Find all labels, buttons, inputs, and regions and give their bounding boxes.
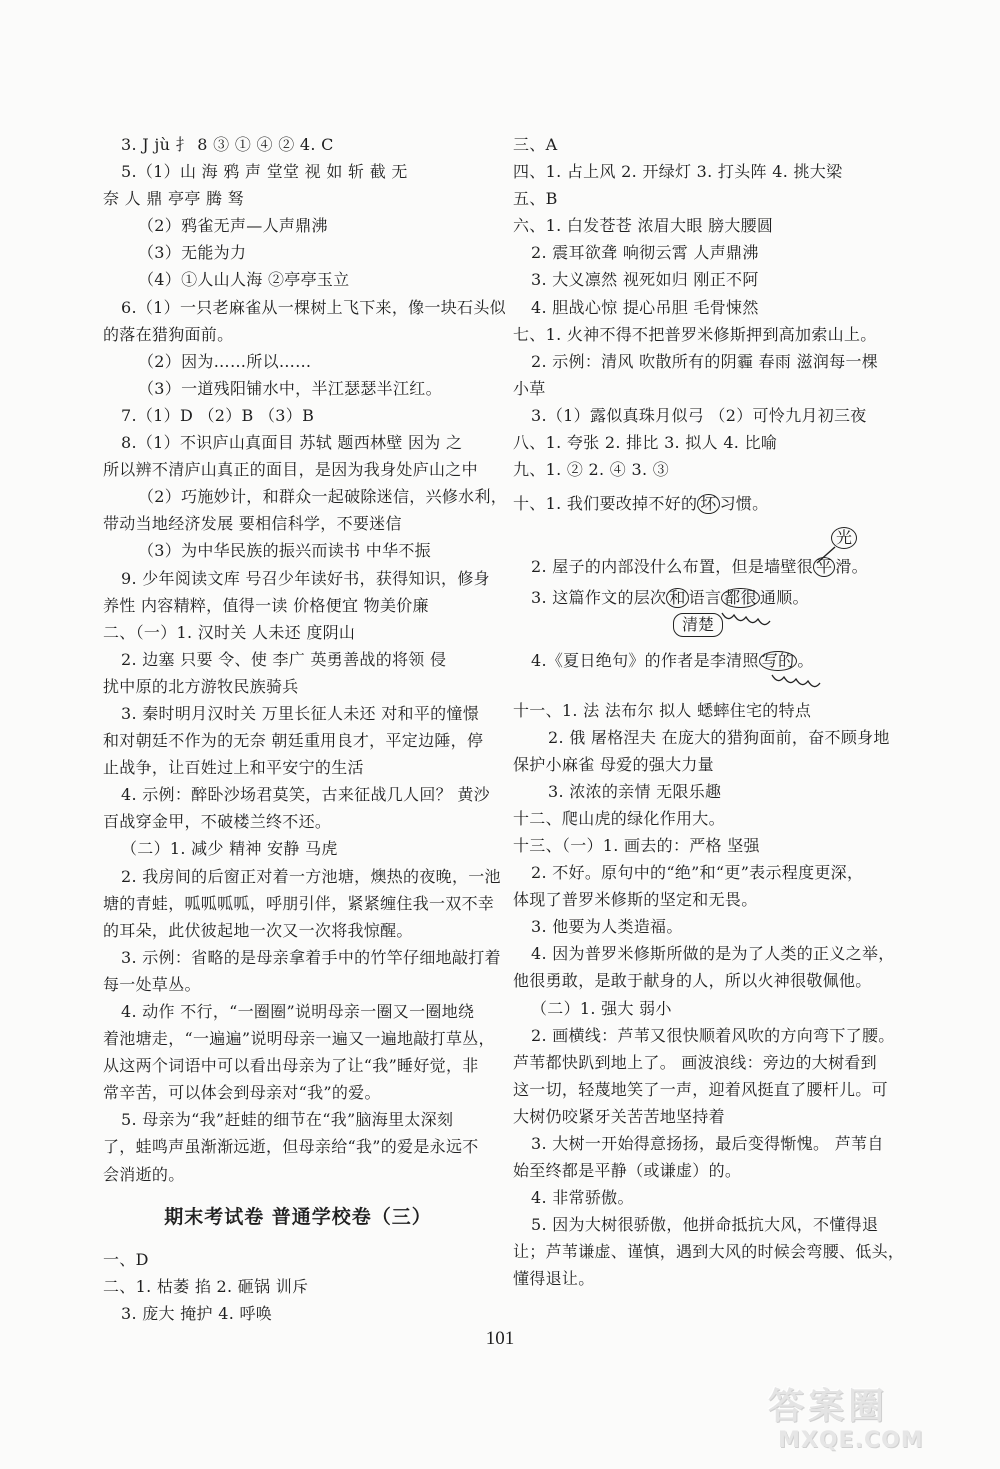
edit-insert-row-2: [513, 525, 913, 553]
edit-circle-he: 和: [666, 588, 688, 608]
answer-line: 从这两个词语中可以看出母亲为了让“我”睡好觉，非: [103, 1056, 479, 1076]
answer-line: 十三、（一）1. 画去的：严格 坚强: [513, 835, 760, 855]
edit-line-3: 3. 这篇作文的层次 和 语言 都很 通顺。: [531, 588, 809, 608]
answer-line: 二、1. 枯萎 掐 2. 砸锅 训斥: [103, 1276, 309, 1296]
answer-line: 二、（一）1. 汉时关 人未还 度阴山: [103, 622, 356, 642]
answer-line: 这一切，轻蔑地笑了一声，迎着风挺直了腰杆儿。可: [513, 1079, 888, 1099]
answer-line: 保护小麻雀 母爱的强大力量: [513, 754, 714, 774]
answer-line: 2. 震耳欲聋 响彻云霄 人声鼎沸: [531, 243, 759, 263]
left-answer-lines: [103, 131, 508, 1188]
answer-line: （二）1. 减少 精神 安静 马虎: [121, 839, 338, 859]
answer-line: 4. 示例：醉卧沙场君莫笑，古来征战几人回？ 黄沙: [121, 785, 490, 805]
answer-line: 七、1. 火神不得不把普罗米修斯押到高加索山上。: [513, 324, 877, 344]
answer-line: 2. 不好。原句中的“绝”和“更”表示程度更深，: [531, 863, 864, 883]
answer-line: 十一、1. 法 法布尔 拟人 蟋蟀住宅的特点: [513, 700, 812, 720]
answer-line: 2. 边塞 只要 令、使 李广 英勇善战的将领 侵: [121, 649, 447, 669]
answer-line: 所以辨不清庐山真正的面目，是因为我身处庐山之中: [103, 460, 478, 480]
answer-line: 带动当地经济发展 要相信科学，不要迷信: [103, 514, 402, 534]
answer-line: 百战穿金甲，不破楼兰终不还。: [103, 812, 332, 832]
answer-line: 4. 非常骄傲。: [531, 1188, 634, 1208]
edit-insert-guang: 光: [831, 527, 857, 549]
edit-circle-xiede: 写的: [759, 651, 798, 671]
section-title: 期末考试卷 普通学校卷（三）: [164, 1205, 432, 1228]
edit-circle-huai: 坏: [697, 494, 719, 514]
answer-line: 让；芦苇谦虚、谨慎，遇到大风的时候会弯腰、低头，: [513, 1242, 905, 1262]
answer-line: 八、1. 夸张 2. 排比 3. 拟人 4. 比喻: [513, 433, 778, 453]
answer-line: 5. 因为大树很骄傲，他拼命抵抗大风，不懂得退: [531, 1215, 879, 1235]
answer-line: 扰中原的北方游牧民族骑兵: [103, 676, 299, 696]
answer-line: 3. 浓浓的亲情 无限乐趣: [548, 781, 722, 801]
answer-line: 始至终都是平静（或谦虚）的。: [513, 1161, 742, 1181]
answer-line: 3. 秦时明月汉时关 万里长征人未还 对和平的憧憬: [121, 703, 480, 723]
answer-line: 养性 内容精粹，值得一读 价格便宜 物美价廉: [103, 595, 429, 615]
page-number: 101: [485, 1328, 515, 1349]
answer-line: 止战争，让百姓过上和平安宁的生活: [103, 758, 364, 778]
edit-delete-row-4: [513, 675, 913, 697]
watermark-logo: 答案圈: [768, 1386, 889, 1427]
answer-line: 体现了普罗米修斯的坚定和无畏。: [513, 890, 758, 910]
answer-line: 一、D: [103, 1249, 149, 1269]
answer-line: 每一处草丛。: [103, 974, 201, 994]
answer-line: 大树仍咬紧牙关苦苦地坚持着: [513, 1106, 725, 1126]
watermark: [768, 1378, 993, 1463]
answer-line: 2. 俄 屠格涅夫 在庞大的猎狗面前，奋不顾身地: [548, 727, 890, 747]
answer-line: 四、1. 占上风 2. 开绿灯 3. 打头阵 4. 挑大梁: [513, 162, 843, 182]
answer-line: 他很勇敢，是敢于献身的人，所以火神很敬佩他。: [513, 971, 872, 991]
edit-insert-row-3: [513, 611, 913, 641]
answer-line: 6.（1）一只老麻雀从一棵树上飞下来，像一块石头似: [121, 297, 506, 317]
answer-line: 2. 我房间的后窗正对着一方池塘，燠热的夜晚，一池: [121, 866, 501, 886]
answer-line: 7.（1）D （2）B （3）B: [121, 405, 315, 425]
answer-line: 着池塘走，“一遍遍”说明母亲一遍又一遍地敲打草丛，: [103, 1029, 495, 1049]
answer-line: （3）为中华民族的振兴而读书 中华不振: [138, 541, 431, 561]
answer-line: 3. 大树一开始得意扬扬，最后变得惭愧。 芦苇自: [531, 1134, 884, 1153]
answer-line: 会消逝的。: [103, 1164, 185, 1184]
answer-line: （4）①人山人海 ②亭亭玉立: [138, 270, 350, 290]
answer-line: 2. 画横线：芦苇又很快顺着风吹的方向弯下了腰。: [531, 1025, 895, 1045]
edit-circle-douhen: 都很: [721, 588, 760, 608]
answer-line: 塘的青蛙，呱呱呱呱，呼朋引伴，紧紧缠住我一双不幸: [103, 893, 495, 913]
answer-line: 3. J jù 扌 8 ③ ① ④ ② 4. C: [121, 135, 334, 154]
left-column: [103, 131, 508, 1327]
answer-line: 了，蛙鸣声虽渐渐远逝，但母亲给“我”的爱是永远不: [103, 1137, 479, 1157]
right-column: [513, 131, 913, 1293]
insert-caret-icon: [813, 543, 843, 565]
answer-line: 3. 大义凛然 视死如归 刚正不阿: [531, 270, 759, 290]
answer-line: （2）鸦雀无声—人声鼎沸: [138, 216, 328, 236]
answer-line: （3）一道残阳铺水中，半江瑟瑟半江红。: [138, 378, 442, 398]
edit-line-4: 4.《夏日绝句》的作者是李清照 写的 。: [531, 651, 814, 671]
answer-line: 九、1. ② 2. ④ 3. ③: [513, 460, 670, 480]
answer-line: 小草: [513, 378, 546, 398]
left-after-lines: [103, 1246, 493, 1327]
answer-line: 3. 庞大 掩护 4. 呼唤: [121, 1303, 273, 1323]
answer-line: 常辛苦，可以体会到母亲对“我”的爱。: [103, 1083, 381, 1103]
answer-line: 2. 示例：清风 吹散所有的阴霾 春雨 滋润每一棵: [531, 351, 879, 371]
answer-line: 9. 少年阅读文库 号召少年读好书，获得知识，修身: [121, 568, 490, 588]
answer-line: 3. 示例：省略的是母亲拿着手中的竹竿仔细地敲打着: [121, 947, 501, 967]
answer-line: 懂得退让。: [513, 1269, 595, 1289]
delete-loop-icon: [718, 605, 778, 635]
right-after-lines: [513, 697, 913, 1293]
answer-line: 和对朝廷不作为的无奈 朝廷重用良才，平定边陲，停: [103, 731, 484, 751]
answer-line: （二）1. 强大 弱小: [531, 998, 672, 1018]
edit-line-2: 2. 屋子的内部没什么布置，但是墙壁很 平 滑。: [531, 557, 868, 577]
answer-line: （2）因为……所以……: [138, 351, 312, 371]
answer-line: （3）无能为力: [138, 243, 247, 263]
answer-line: 8.（1）不识庐山真面目 苏轼 题西林壁 因为 之: [121, 433, 463, 453]
answer-line: 三、A: [513, 135, 558, 154]
answer-line: （2）巧施妙计，和群众一起破除迷信，兴修水利，: [138, 487, 508, 507]
answer-line: 五、B: [513, 189, 558, 209]
answer-line: 奈 人 鼎 亭亭 腾 驽: [103, 189, 245, 209]
answer-line: 5. 母亲为“我”赶蛙的细节在“我”脑海里太深刻: [121, 1110, 454, 1130]
answer-line: 3.（1）露似真珠月似弓 （2）可怜九月初三夜: [531, 405, 867, 425]
editing-marks-block: [513, 483, 913, 696]
answer-line: 十二、爬山虎的绿化作用大。: [513, 808, 725, 828]
answer-line: 六、1. 白发苍苍 浓眉大眼 膀大腰圆: [513, 216, 774, 236]
edit-circle-ping: 平: [813, 557, 835, 577]
delete-loop-icon-2: [768, 669, 828, 693]
right-answer-lines: [513, 131, 913, 483]
answer-line: 的落在猎狗面前。: [103, 324, 234, 344]
watermark-url: MXQE.COM: [778, 1428, 924, 1453]
answer-line: 4. 因为普罗米修斯所做的是为了人类的正义之举，: [531, 944, 895, 964]
answer-line: 的耳朵，此伏彼起地一次又一次将我惊醒。: [103, 920, 413, 940]
edit-line-1: 十、1. 我们要改掉不好的 坏 习惯。: [513, 494, 769, 514]
answer-line: 芦苇都快趴到地上了。 画波浪线：旁边的大树看到: [513, 1052, 877, 1072]
answer-line: 4. 动作 不行，“一圈圈”说明母亲一圈又一圈地绕: [121, 1002, 475, 1021]
answer-line: 4. 胆战心惊 提心吊胆 毛骨悚然: [531, 297, 759, 317]
answer-line: 5.（1）山 海 鸦 声 堂堂 视 如 斩 截 无: [121, 162, 408, 182]
edit-insert-qingchu: 清楚: [673, 613, 723, 637]
answer-line: 3. 他要为人类造福。: [531, 917, 683, 937]
